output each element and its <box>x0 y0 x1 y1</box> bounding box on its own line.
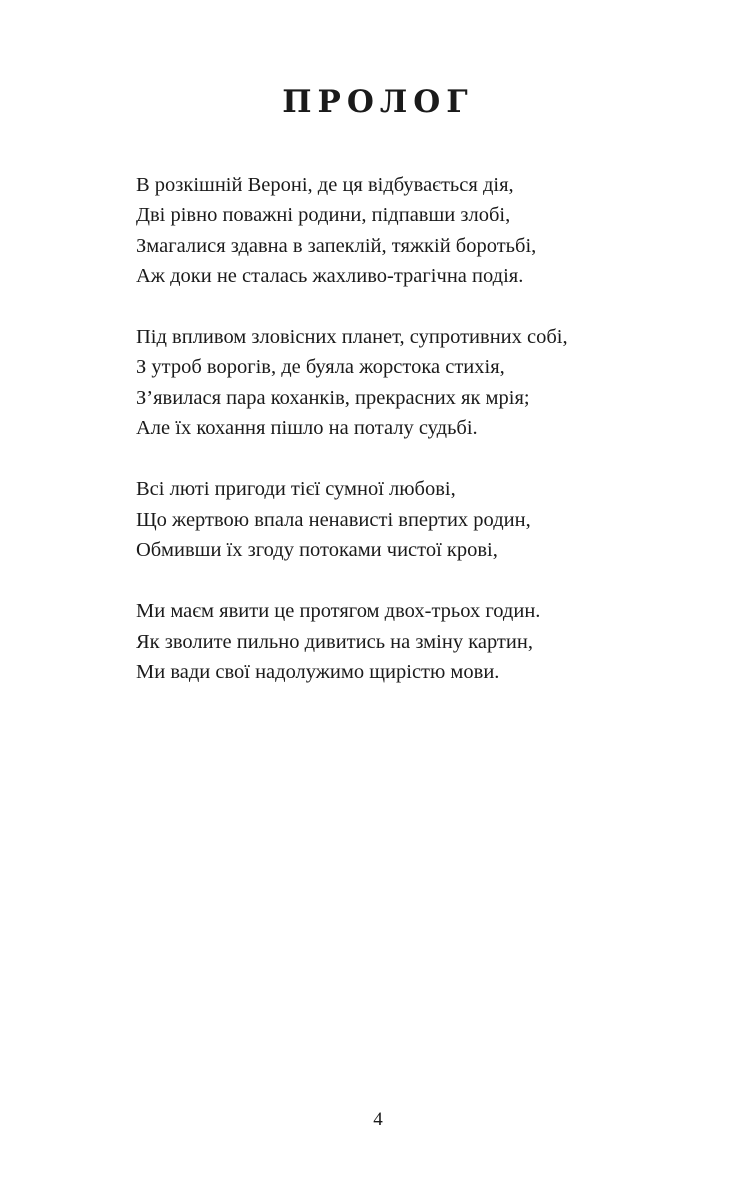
poem-line: Що жертвою впала ненависті впертих родин, <box>136 508 531 531</box>
poem-line: Під впливом зловісних планет, супротивних собі, <box>136 326 568 349</box>
poem-line: Всі люті пригоди тієї сумної любові, <box>136 478 456 501</box>
poem-line: Як зволите пильно дивитись на зміну картин, <box>136 630 533 653</box>
poem-line: Змагалися здавна в запеклій, тяжкій боротьбі, <box>136 234 537 257</box>
poem-line: В розкішній Вероні, де ця відбувається дія, <box>136 174 514 196</box>
poem <box>136 170 736 718</box>
poem-line: Але їх кохання пішло на поталу судьбі. <box>136 417 478 440</box>
poem-line: Ми вади свої надолужимо щирістю мови. <box>136 660 500 683</box>
poem-line: Дві рівно поважні родини, підпавши злобі, <box>136 204 511 227</box>
poem-line: З утроб ворогів, де буяла жорстока стихія, <box>136 356 505 379</box>
stanza-4 <box>136 596 736 687</box>
page-number: 4 <box>373 1109 383 1130</box>
poem-line: З’явилася пара коханків, прекрасних як мрія; <box>136 386 530 409</box>
stanza-3 <box>136 474 736 565</box>
stanza-1 <box>136 170 736 291</box>
poem-line: Аж доки не сталась жахливо-трагічна подія. <box>136 264 524 287</box>
poem-line: Обмивши їх згоду потоками чистої крові, <box>136 538 498 561</box>
poem-line: Ми маєм явити це протягом двох-трьох годин. <box>136 600 541 623</box>
stanza-2 <box>136 322 736 443</box>
page-title: ПРОЛОГ <box>282 84 474 120</box>
